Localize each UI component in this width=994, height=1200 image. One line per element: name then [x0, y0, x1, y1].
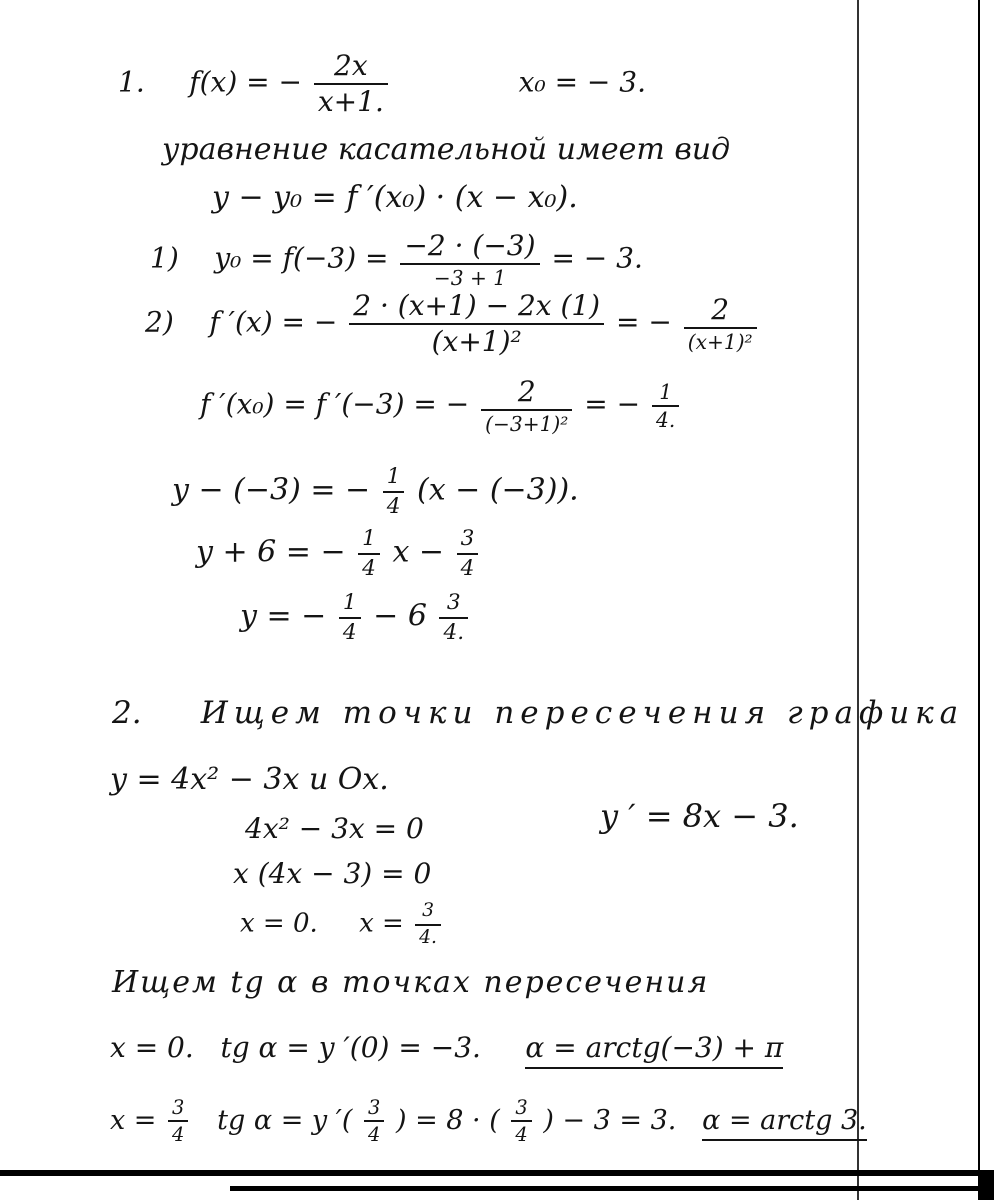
p1-number: 1. [118, 65, 145, 99]
p2-eq2: x (4x − 3) = 0 [233, 857, 432, 890]
p2-case2-body-end: ) − 3 = 3. [543, 1104, 677, 1136]
p2-case2-x-fraction [168, 1098, 188, 1145]
p2-root1: x = 0. [240, 908, 318, 939]
p1-step2-fraction [349, 289, 604, 358]
p2-derivative: y ′ = 8x − 3. [600, 797, 799, 835]
scan-bottom-bar [0, 1170, 994, 1176]
p1-fx0-num: 2 [517, 375, 536, 408]
scan-edge-line [978, 0, 980, 1200]
scan-bottom-bar [980, 1176, 994, 1200]
p2-root2-den: 4. [415, 924, 441, 948]
p1-func-prefix: f(x) = − [189, 65, 302, 99]
p1-eq1-rhs: (x − (−3)). [416, 472, 579, 508]
p1-func-fraction [314, 49, 388, 118]
p1-step2 [145, 289, 760, 358]
p1-x0: x₀ = − 3. [518, 65, 647, 99]
p2-case2-x-num: 3 [172, 1096, 185, 1119]
p1-eq1 [172, 466, 579, 517]
p1-eq2-rden: 4 [457, 553, 479, 580]
p1-fx0-den: (−3+1)² [481, 409, 572, 434]
p2-eq1: 4x² − 3x = 0 [245, 812, 424, 845]
p1-step2-rnum: 2 [711, 292, 730, 326]
p1-step1-rhs: = − 3. [551, 241, 643, 275]
p2-case2-answer: α = arctg 3. [702, 1105, 867, 1141]
p1-fx0 [200, 375, 682, 436]
p1-eq3 [240, 592, 471, 643]
p1-step1-lhs: y₀ = f(−3) = [214, 241, 389, 275]
p1-fx0-rnum: 1 [659, 379, 673, 404]
p1-eq1-den: 4 [383, 491, 405, 518]
p1-step2-lhs: f ′(x) = − [209, 305, 338, 339]
p2-case1-x: x = 0. [110, 1031, 194, 1064]
p2-case2-body-prefix: tg α = y ′( [217, 1104, 353, 1136]
p1-step2-den: (x+1)² [349, 323, 604, 356]
p1-eq3-num: 1 [342, 590, 357, 615]
p1-eq2-fraction [358, 528, 380, 579]
p2-case1-body: tg α = y ′(0) = −3. [220, 1031, 481, 1064]
p2-case2-arg-den: 4 [364, 1120, 384, 1144]
p1-func-num: 2x [334, 49, 368, 82]
p2-case2 [110, 1098, 867, 1145]
p2-case2-arg2-num: 3 [515, 1096, 528, 1119]
p2-case2-arg-num: 3 [368, 1096, 381, 1119]
p2-roots [240, 902, 444, 947]
p1-step2-label: 2) [145, 305, 174, 339]
p1-step2-eq: = − [616, 305, 672, 339]
p1-eq2-mid: x − [392, 534, 445, 570]
p1-eq2 [196, 528, 481, 579]
p1-eq1-lhs: y − (−3) = − [172, 472, 371, 508]
p1-fx0-result-fraction [652, 379, 679, 433]
p2-intro: Ищем точки пересечения графика [200, 695, 965, 731]
p2-case2-x-prefix: x = [110, 1104, 157, 1136]
p1-step1-fraction [400, 229, 539, 290]
p1-fx0-fraction [481, 375, 572, 436]
p1-eq2-rnum: 3 [460, 526, 475, 551]
p2-slope-intro: Ищем tg α в точках пересечения [112, 965, 710, 1000]
p2-root2-fraction [415, 902, 441, 947]
p2-root2-num: 3 [422, 900, 434, 921]
p1-tangent-intro: уравнение касательной имеет вид [162, 132, 731, 167]
scan-edge-line [857, 0, 859, 1200]
scan-bottom-bar [230, 1186, 994, 1191]
p1-step2-result-fraction [684, 292, 757, 354]
p1-tangent-formula: y − y₀ = f ′(x₀) · (x − x₀). [212, 180, 578, 215]
p1-function-line [118, 49, 647, 118]
p1-step1 [150, 229, 643, 290]
p2-root2-prefix: x = [359, 908, 404, 939]
p1-eq3-result-fraction [439, 592, 468, 643]
p1-eq2-result-fraction [457, 528, 479, 579]
p1-eq2-den: 4 [358, 553, 380, 580]
p1-step1-num: −2 · (−3) [404, 229, 536, 262]
p2-function-line: y = 4x² − 3x и Ox. [110, 762, 389, 797]
p2-case1 [110, 1031, 784, 1064]
p1-func-den: x+1. [314, 83, 388, 116]
p1-step2-num: 2 · (x+1) − 2x (1) [353, 289, 601, 322]
p2-case2-arg2-den: 4 [511, 1120, 531, 1144]
p1-fx0-eq: = − [584, 387, 641, 421]
p2-case2-x-den: 4 [168, 1120, 188, 1144]
p2-case2-body-mid: ) = 8 · ( [395, 1104, 500, 1136]
p1-eq1-num: 1 [386, 464, 401, 489]
p1-step1-den: −3 + 1 [400, 263, 539, 288]
p2-case2-arg2-fraction [511, 1098, 531, 1145]
p1-eq3-mid: − 6 [373, 598, 427, 634]
p1-fx0-lhs: f ′(x₀) = f ′(−3) = − [200, 387, 470, 421]
p1-eq3-fraction [339, 592, 361, 643]
p1-step1-label: 1) [150, 241, 179, 275]
p2-intro-line [112, 695, 965, 731]
p1-eq3-lhs: y = − [240, 598, 327, 634]
p2-case2-arg-fraction [364, 1098, 384, 1145]
p1-eq3-den: 4 [339, 617, 361, 644]
p2-number: 2. [112, 695, 142, 731]
p1-eq3-rden: 4. [439, 617, 468, 644]
p1-fx0-rden: 4. [652, 405, 679, 430]
p1-eq1-fraction [383, 466, 405, 517]
p1-eq2-lhs: y + 6 = − [196, 534, 346, 570]
p2-case1-answer: α = arctg(−3) + π [525, 1031, 783, 1069]
p1-eq3-rnum: 3 [446, 590, 461, 615]
p1-eq2-num: 1 [362, 526, 376, 551]
p1-step2-rden: (x+1)² [684, 327, 757, 352]
